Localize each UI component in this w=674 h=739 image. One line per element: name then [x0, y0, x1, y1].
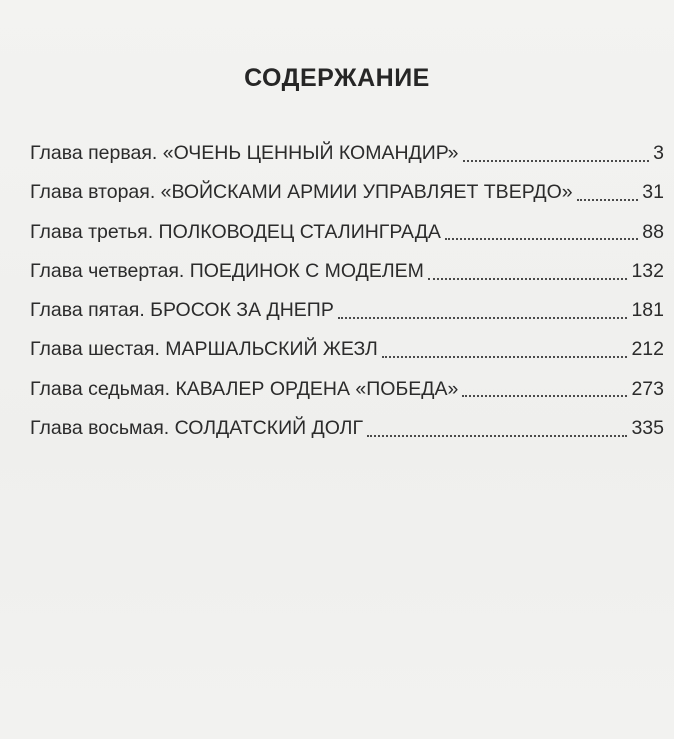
- toc-leader-dots: [338, 317, 628, 319]
- toc-leader-dots: [428, 278, 628, 280]
- page-title: СОДЕРЖАНИЕ: [244, 64, 430, 92]
- toc-entry: [30, 213, 664, 252]
- toc-entry-label: Глава пятая. БРОСОК ЗА ДНЕПР: [30, 299, 334, 322]
- toc-entry: [30, 409, 664, 448]
- toc-entry-page: 88: [642, 220, 664, 243]
- toc-leader-dots: [577, 199, 639, 201]
- toc-leader-dots: [445, 238, 638, 240]
- toc-entry-page: 181: [631, 299, 664, 322]
- toc-entry: [30, 330, 664, 369]
- toc-entry-label: Глава восьмая. СОЛДАТСКИЙ ДОЛГ: [30, 417, 364, 440]
- toc-leader-dots: [367, 435, 627, 437]
- toc-entry-label: Глава первая. «ОЧЕНЬ ЦЕННЫЙ КОМАНДИР»: [30, 142, 459, 164]
- toc-leader-dots: [382, 356, 628, 358]
- toc-entry-label: Глава шестая. МАРШАЛЬСКИЙ ЖЕЗЛ: [30, 338, 378, 361]
- toc-entry: [30, 173, 664, 212]
- toc-entry: [30, 134, 664, 173]
- toc-entry-page: 212: [631, 338, 664, 361]
- toc-entry-label: Глава третья. ПОЛКОВОДЕЦ СТАЛИНГРАДА: [30, 220, 441, 243]
- toc-entry-label: Глава седьмая. КАВАЛЕР ОРДЕНА «ПОБЕДА»: [30, 377, 459, 400]
- toc-entry-page: 273: [631, 377, 664, 400]
- toc-leader-dots: [463, 160, 650, 162]
- toc-entry-page: 3: [653, 142, 664, 164]
- toc-entry-label: Глава четвертая. ПОЕДИНОК С МОДЕЛЕМ: [30, 259, 424, 282]
- toc-entry: [30, 291, 664, 330]
- table-of-contents: [30, 134, 664, 448]
- toc-entry-page: 31: [642, 181, 664, 204]
- toc-entry-label: Глава вторая. «ВОЙСКАМИ АРМИИ УПРАВЛЯЕТ ТВЕРДО»: [30, 181, 573, 204]
- toc-entry-page: 335: [631, 417, 664, 440]
- toc-entry-page: 132: [631, 259, 664, 282]
- toc-leader-dots: [462, 395, 627, 397]
- toc-entry: [30, 252, 664, 291]
- toc-entry: [30, 370, 664, 409]
